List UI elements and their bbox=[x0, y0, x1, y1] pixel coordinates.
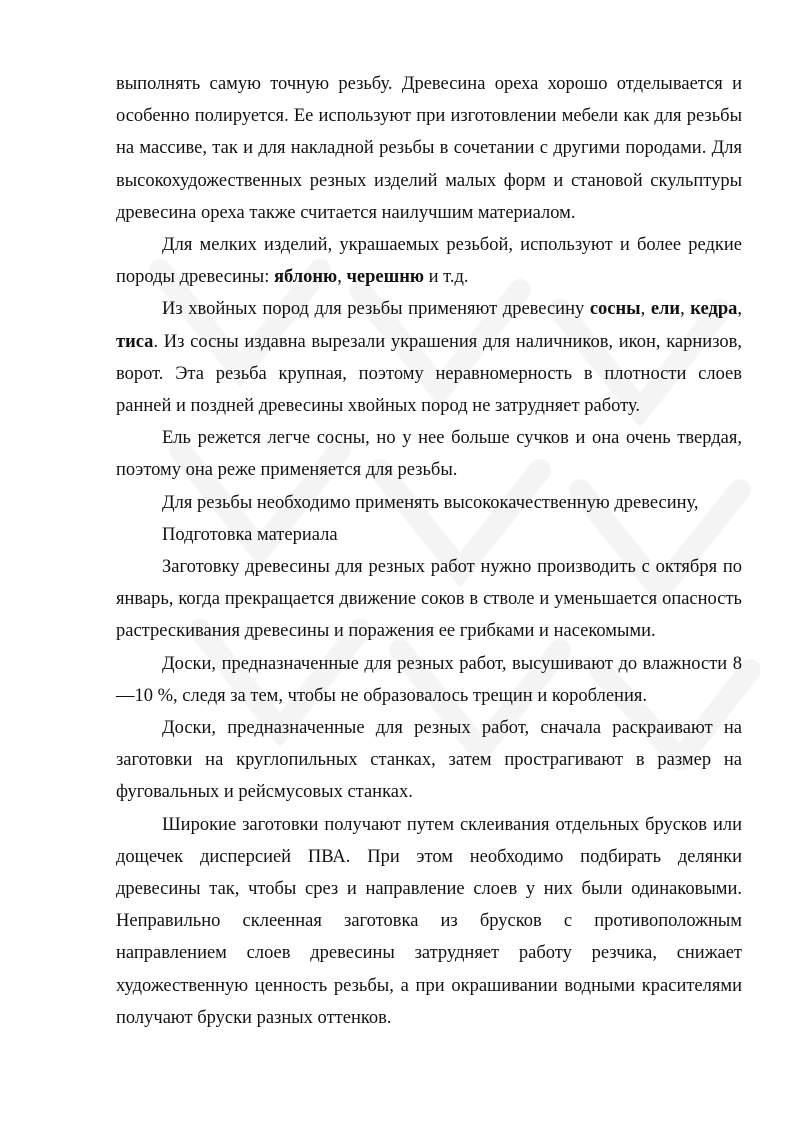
paragraph bbox=[116, 293, 742, 422]
text-run: выполнять самую точную резьбу. Древесина ореха хорошо отделывается и особенно полируется. Ее используют при изготовлении мебели как для резьбы на массиве, так и для накладной резьбы в сочетании с другими породами. Для высокохудожественных резных изделий малых форм и становой скульптуры древесина ореха также считается наилучшим материалом. bbox=[116, 74, 742, 223]
text-run: . Из сосны издавна вырезали украшения для наличников, икон, карнизов, ворот. Эта резьба крупная, поэтому неравномерность в плотности слоев ранней и поздней древесины хвойных пород не затрудняет работу. bbox=[116, 331, 742, 417]
text-run: Из хвойных пород для резьбы применяют древесину bbox=[162, 299, 590, 320]
bold-term: кедра bbox=[690, 299, 738, 320]
paragraph bbox=[116, 712, 742, 809]
text-run: Широкие заготовки получают путем склеивания отдельных брусков или дощечек дисперсией ПВА. При этом необходимо подбирать делянки древесины так, чтобы срез и направление слоев у них были одинаковыми. Неправильно склеенная заготовка из брусков с противоположным направлением слоев древесины затрудняет работу резчика, снижает художественную ценность резьбы, а при окрашивании водными красителями получают бруски разных оттенков. bbox=[116, 814, 742, 1028]
text-run: , bbox=[680, 299, 691, 320]
text-run: Для резьбы необходимо применять высококачественную древесину, bbox=[162, 492, 699, 513]
text-run: Ель режется легче сосны, но у нее больше сучков и она очень твердая, поэтому она реже применяется для резьбы. bbox=[116, 428, 742, 481]
bold-term: ели bbox=[650, 299, 681, 320]
paragraph bbox=[116, 422, 742, 486]
bold-term: черешню bbox=[346, 267, 425, 288]
paragraph bbox=[116, 68, 742, 229]
paragraph bbox=[116, 551, 742, 648]
paragraph bbox=[116, 809, 742, 1034]
bold-term: сосны bbox=[589, 299, 641, 320]
paragraph bbox=[116, 648, 742, 712]
bold-term: яблоню bbox=[273, 267, 338, 288]
section-heading bbox=[116, 519, 742, 551]
paragraph bbox=[116, 487, 742, 519]
document-body bbox=[116, 68, 742, 1034]
text-run: Доски, предназначенные для резных работ, высушивают до влажности 8 —10 %, следя за тем, чтобы не образовалось трещин и коробления. bbox=[116, 653, 742, 706]
bold-term: тиса bbox=[116, 331, 154, 352]
text-run: , bbox=[737, 299, 742, 320]
paragraph bbox=[116, 229, 742, 293]
text-run: Подготовка материала bbox=[162, 524, 338, 545]
text-run: Доски, предназначенные для резных работ, сначала раскраивают на заготовки на круглопильных станках, затем прострагивают в размер на фуговальных и рейсмусовых станках. bbox=[116, 718, 742, 803]
text-run: Заготовку древесины для резных работ нужно производить с октября по январь, когда прекращается движение соков в стволе и уменьшается опасность растрескивания древесины и поражения ее грибками и насекомыми. bbox=[116, 557, 742, 642]
text-run: , bbox=[640, 299, 651, 320]
text-run: и т.д. bbox=[424, 267, 469, 288]
text-run: Для мелких изделий, украшаемых резьбой, используют и более редкие породы древесины: bbox=[116, 235, 742, 288]
text-run: , bbox=[337, 267, 347, 288]
